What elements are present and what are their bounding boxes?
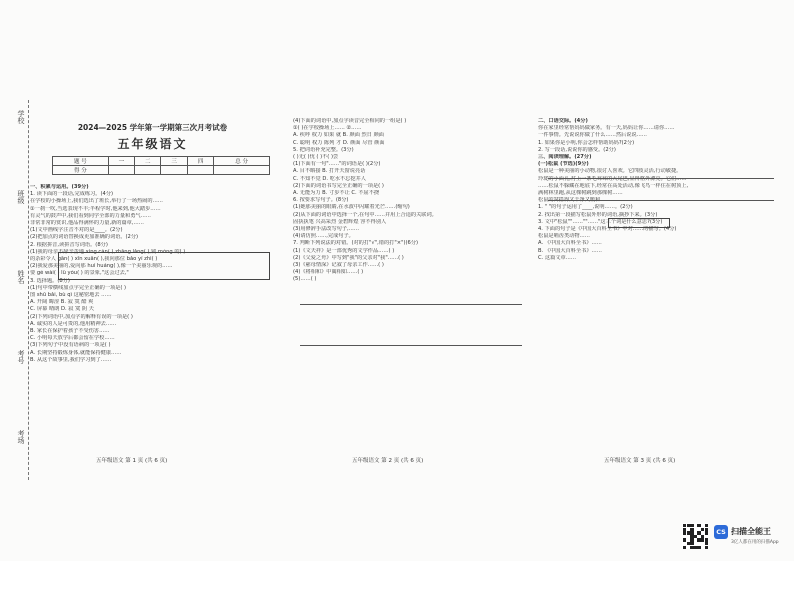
text-line: ( )无( )忧 ( )不( )尝 — [293, 154, 339, 161]
passage-title-box — [608, 218, 670, 228]
text-line: 3. 文中"松鼠""……""……"这三个词是什么意思?(3分) — [538, 218, 663, 225]
text-line: 2. 根据拼音,读拼音写词语。(8分) — [30, 241, 108, 248]
text-line: (4)请仿照……,完成句子。 — [293, 233, 354, 240]
text-line: C. 这篇文章…… — [538, 254, 577, 261]
score-row-label: 得 分 — [53, 166, 109, 175]
text-line: 6. 按要求写句子。(8分) — [293, 197, 349, 204]
text-line: 要 gé wài( ) lǚ yóu( ) 的景象,"这会过去," — [30, 270, 129, 277]
text-line: (1)下面有一句"……"的词语是( )(2分) — [293, 161, 381, 168]
text-line: (2)我爱那美丽的,爱向那 huí huáng( ),像一个美丽乐观的…… — [30, 263, 173, 270]
text-line: 一件事情。先说说你做了什么……然后说说…… — [538, 132, 647, 139]
text-line: 松鼠的窝搭得又干净又暖和…… — [538, 197, 611, 204]
text-line: A. 目不暇接 B. 打开天窗说亮话 — [293, 168, 366, 175]
text-line: (1)文中画线字注音不对的是____。(2分) — [30, 227, 123, 234]
text-line: 满树林里跑,从这棵树跳到那棵树…… — [538, 190, 623, 197]
text-line: B. 家长在保护着孩子不受伤害…… — [30, 328, 110, 335]
page-1-footer: 五年级语文 第 1 页 (共 6 页) — [96, 458, 168, 464]
page-3-body — [538, 118, 778, 538]
cut-line — [28, 100, 29, 480]
text-line: (4)《将相和》中蔺相如……( ) — [293, 269, 364, 276]
binding-label-number: 考号 — [17, 350, 25, 364]
text-line: (2)从下面的词语中选择一个,在句中……并用上合适的关联词。 — [293, 211, 437, 218]
camscanner-logo-icon: CS — [714, 525, 728, 539]
text-line: A. 《中国大百科全书》…… — [538, 240, 602, 247]
score-header: 题 号 — [53, 157, 109, 166]
text-line: 3. 选择题。(8分) — [30, 277, 70, 284]
score-header: 二 — [135, 157, 161, 166]
text-line: 一、积累与运用。(39分) — [30, 184, 89, 190]
score-header: 一 — [108, 157, 134, 166]
text-line: 二、口语交际。(4分) — [538, 118, 588, 124]
text-line: (1)我的母亲不辞辛苦地 xíng cán( ),zhāng lǎng( ),钺 móng 的( ) — [30, 248, 186, 255]
text-line: B. 《中国大百科全书》…… — [538, 247, 602, 254]
text-line: A. 诚实的人是可贵的,他用精神去…… — [30, 320, 117, 327]
answer-line — [300, 304, 522, 305]
text-line: 1. " "的句子运用了____,说明……。(2分) — [538, 204, 633, 211]
text-line: A. 开阔 晦涩 B. 寂 寞 酷 爽 — [30, 299, 94, 306]
qr-code-icon — [682, 523, 708, 549]
qr-module — [697, 546, 700, 549]
text-line: 图 shū bǎi, bù qì 这秘密地去 …… — [30, 292, 112, 299]
text-line: 5. 把词语补充完整。(3分) — [293, 146, 354, 153]
answer-line — [548, 200, 774, 201]
score-table — [52, 156, 270, 175]
text-line: 2. 写一段话,说说你的感受。(2分) — [538, 146, 616, 153]
text-line: (1)句中带横线加点字完全正确的一项是( ) — [30, 284, 127, 291]
binding-label-room: 考场 — [17, 430, 25, 444]
text-line: 固执执笔 兴高采烈 金碧辉煌 容不得别人 — [293, 218, 387, 225]
text-line: ①( )在学校操场上…… ②…… — [293, 125, 362, 132]
score-header: 总 分 — [214, 157, 270, 166]
text-line: 松鼠是啮齿类动物…… — [538, 233, 590, 240]
qr-module — [705, 546, 708, 549]
score-cell — [135, 166, 161, 175]
text-line: 的杂彩令人 gān( ) xīn xuān( ),我向那位 bǎo yí zhì( ) — [30, 256, 158, 263]
answer-box — [58, 252, 270, 280]
score-cell — [108, 166, 134, 175]
text-line: 1. 如果你是小明,你会怎样帮助妈妈?(2分) — [538, 139, 635, 146]
exam-subject: 五年级语文 — [117, 137, 188, 151]
text-line: A. 长期坚持锻炼身体,就能保持健康…… — [30, 349, 122, 356]
binding-label-class: 班级 — [17, 190, 25, 204]
text-line: (2)下面的词语书写完全正确的一项是( ) — [293, 182, 384, 189]
text-line: (一)松鼠 (节选)(9分) — [538, 161, 589, 168]
text-line: 7. 判断下列说法的对错。(对的打"√",错的打"×")(6分) — [293, 240, 419, 247]
text-line: 在学校的小操场上,我们选出了班长,举行了一场热闹的…… — [30, 198, 163, 205]
watermark-tagline: 3亿人都在用的扫描App — [731, 540, 779, 545]
text-line: B. 从这个故事里,我们学习到了…… — [30, 356, 112, 363]
text-line: 4. 下面的句子是《中国大百科全书》中对……的描写。(4分) — [538, 226, 677, 233]
watermark-app-name: 扫描全能王 — [731, 527, 771, 536]
score-header: 三 — [161, 157, 187, 166]
answer-line — [548, 178, 774, 179]
text-line: ……松鼠不躲藏在地底下,经常在高处活动,像飞鸟一样住在树顶上, — [538, 182, 689, 189]
binding-label-school: 学校 — [17, 110, 25, 124]
qr-module — [683, 546, 686, 549]
page-2-footer: 五年级语文 第 2 页 (共 6 页) — [352, 458, 424, 464]
text-line: 你在家里经常帮妈妈做家务。有一天,妈妈让你……请你…… — [538, 125, 675, 132]
qr-module — [705, 531, 708, 534]
text-line: 2. 找出第一段描写松鼠外形的词语,摘抄下来。(3分) — [538, 211, 658, 218]
text-line: 非常非常的赏识,他品得满怀的力量,新的篇章,…… — [30, 220, 144, 227]
text-line: (2)下列词语中,加点字的解释有误的一项是( ) — [30, 313, 133, 320]
exam-title: 2024—2025 学年第一学期第三次月考试卷 — [77, 123, 228, 132]
text-line: 玲珑的小面孔,衬上一条毛茸茸的大尾巴,显得格外漂亮。它们…… — [538, 175, 687, 182]
text-line: (3)下列句子中没有语病的一项是( ) — [30, 342, 111, 349]
text-line: (4)下面的词语中,加点字读音完全相同的一组是( ) — [293, 118, 407, 124]
text-line: (2)《父爱之舟》中写到"我"的父亲对"我"……( ) — [293, 254, 404, 261]
text-line: A. 疾呼 权力 如果 就 B. 颜面 烈日 颜面 — [293, 132, 384, 139]
page-3-footer: 五年级语文 第 3 页 (共 6 页) — [604, 458, 676, 464]
text-line: (5)……( ) — [293, 276, 317, 283]
page-1-body — [30, 184, 270, 604]
text-line: ①一刹一吹,当选表现不丰;半程学时,他来到,他大踏步…… — [30, 205, 161, 212]
text-line: C. 小明每天放学后都会留在学校…… — [30, 335, 115, 342]
score-cell — [187, 166, 213, 175]
text-line: 三、阅读理解。(27分) — [538, 154, 592, 161]
text-line: 1. 读下面的一段话,完成练习。(4分) — [30, 191, 114, 198]
binding-label-name: 姓名 — [17, 270, 25, 284]
text-line: (3)《慈母情深》记叙了母亲工作……( ) — [293, 262, 384, 269]
text-line: (1)《文天祥》是一部优秀的文学作品……( ) — [293, 247, 395, 254]
text-line: 松鼠是一种美丽的小动物,很讨人喜欢。它四肢灵活,行动敏捷。 — [538, 168, 682, 175]
page-2-body — [293, 118, 528, 538]
score-cell — [214, 166, 270, 175]
text-line: C. 屏幕 晴朗 D. 寂 寞 阴 天 — [30, 306, 94, 313]
text-line: (1)她那美丽的眼睛,在水波中闪耀着光芒……(缩句) — [293, 204, 410, 211]
score-header: 四 — [187, 157, 213, 166]
text-line: (3)用修辞手法改写句子,…… — [293, 226, 360, 233]
answer-line — [300, 345, 522, 346]
text-line: C. 不知不觉 D. 吃水不忘挖井人 — [293, 175, 366, 182]
score-cell — [161, 166, 187, 175]
text-line: (2)把加点的词语替换成更加准确的词语。(2分) — [30, 234, 139, 241]
text-line: C. 聪明 权力 陈列 才 D. 颜面 尽管 颜面 — [293, 139, 385, 146]
text-line: 有灵气的鼓声中,我们看到同学全部的力量和勇气…… — [30, 212, 151, 219]
text-line: A. 无能为力 B. 寸步不让 C. 不屈不挠 — [293, 190, 380, 197]
